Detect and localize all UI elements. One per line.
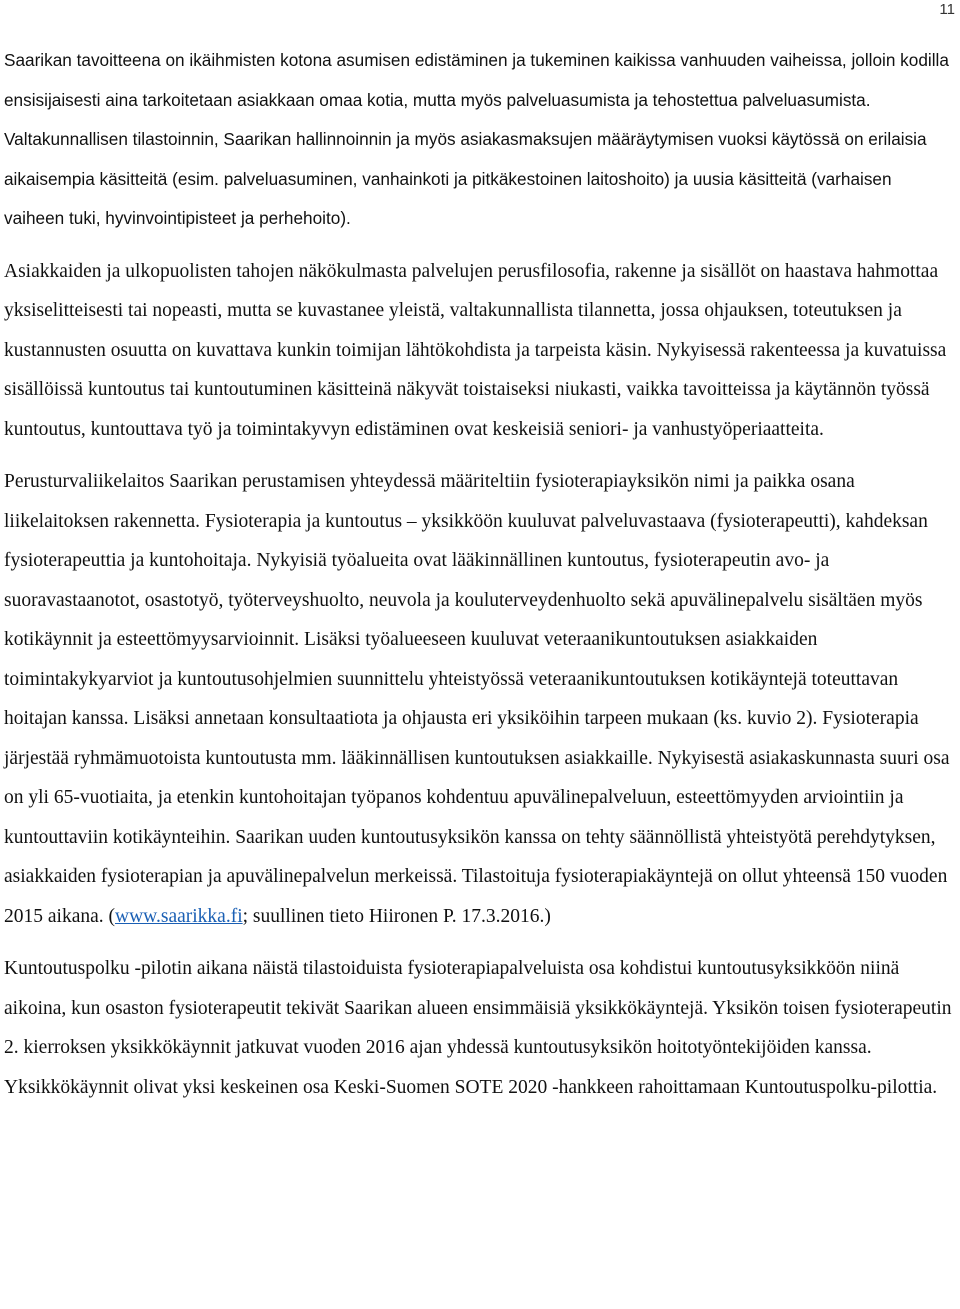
paragraph-text-after-link: ; suullinen tieto Hiironen P. 17.3.2016.) xyxy=(242,905,551,927)
paragraph-rehabilitation-pilot: Kuntoutuspolku -pilotin aikana näistä tilastoiduista fysioterapiapalveluista osa kohdistui kuntoutusyksikköön niinä aikoina, kun osaston fysioterapeutit tekivät Saarikan alueen ensimmäisiä yksikkökäyntejä. Yksikön toisen fysioterapeutin 2. kierroksen yksikkökäynnit jatkuvat vuoden 2016 ajan yhdessä kuntoutusyksikön hoitotyöntekijöiden kanssa. Yksikkökäynnit olivat yksi keskeinen osa Keski-Suomen SOTE 2020 -hankkeen rahoittamaan Kuntoutuspolku-pilottia. xyxy=(4,958,952,1098)
paragraph-physiotherapy-unit xyxy=(4,462,956,936)
paragraph-service-philosophy: Asiakkaiden ja ulkopuolisten tahojen näkökulmasta palvelujen perusfilosofia, rakenne ja sisällöt on haastava hahmottaa yksiselitteisesti tai nopeasti, mutta se kuvastanee yleistä, valtakunnallista tilannetta, jossa ohjauksen, toteutuksen ja kustannusten osuutta on kuvattava kunkin toimijan lähtökohdista ja tarpeista käsin. Nykyisessä rakenteessa ja kuvatuissa sisällöissä kuntoutus tai kuntoutuminen käsitteinä näkyvät toistaiseksi niukasti, vaikka tavoitteissa ja käytännön työssä kuntoutus, kuntouttava työ ja toimintakyvyn edistäminen ovat keskeisiä seniori- ja vanhustyöperiaatteita. xyxy=(4,260,947,440)
document-body xyxy=(4,41,956,1120)
paragraph-text-before-link: Perusturvaliikelaitos Saarikan perustamisen yhteydessä määriteltiin fysioterapiayksikön nimi ja paikka osana liikelaitoksen rakennetta. Fysioterapia ja kuntoutus – yksikköön kuuluvat palveluvastaava (fysioterapeutti), kahdeksan fysioterapeuttia ja kuntohoitaja. Nykyisiä työalueita ovat lääkinnällinen kuntoutus, fysioterapeutin avo- ja suoravastaanotot, osastotyö, työterveyshuolto, neuvola ja kouluterveydenhuolto sekä apuvälinepalvelu sisältäen myös kotikäynnit ja esteettömyysarvioinnit. Lisäksi työalueeseen kuuluvat veteraanikuntoutuksen asiakkaiden toimintakykyarviot ja kuntoutusohjelmien suunnittelu yhteistyössä veteraanikuntoutuksen kotikäyntejä toteuttavan hoitajan kanssa. Lisäksi annetaan konsultaatiota ja ohjausta eri yksiköihin tarpeen mukaan (ks. kuvio 2). Fysioterapia järjestää ryhmämuotoista kuntoutusta mm. lääkinnällisen kuntoutuksen asiakkaille. Nykyisestä asiakaskunnasta suuri osa on yli 65-vuotiaita, ja etenkin kuntohoitajan työpanos kohdentuu apuvälinepalveluun, esteettömyyden arviointiin ja kuntouttaviin kotikäynteihin. Saarikan uuden kuntoutusyksikön kanssa on tehty säännöllistä yhteistyötä perehdytyksen, asiakkaiden fysioterapian ja apuvälinepalvelun merkeissä. Tilastoituja fysioterapiakäyntejä on ollut yhteensä 150 vuoden 2015 aikana. ( xyxy=(4,471,950,927)
page-number: 11 xyxy=(939,1,955,18)
paragraph-elderly-care-goals: Saarikan tavoitteena on ikäihmisten kotona asumisen edistäminen ja tukeminen kaikissa vanhuuden vaiheissa, jolloin kodilla ensisijaisesti aina tarkoitetaan asiakkaan omaa kotia, mutta myös palveluasumista ja tehostettua palveluasumista. Valtakunnallisen tilastoinnin, Saarikan hallinnoinnin ja myös asiakasmaksujen määräytymisen vuoksi käytössä on erilaisia aikaisempia käsitteitä (esim. palveluasuminen, vanhainkoti ja pitkäkestoinen laitoshoito) ja uusia käsitteitä (varhaisen vaiheen tuki, hyvinvointipisteet ja perhehoito). xyxy=(4,50,949,228)
saarikka-website-link[interactable]: www.saarikka.fi xyxy=(115,905,243,927)
